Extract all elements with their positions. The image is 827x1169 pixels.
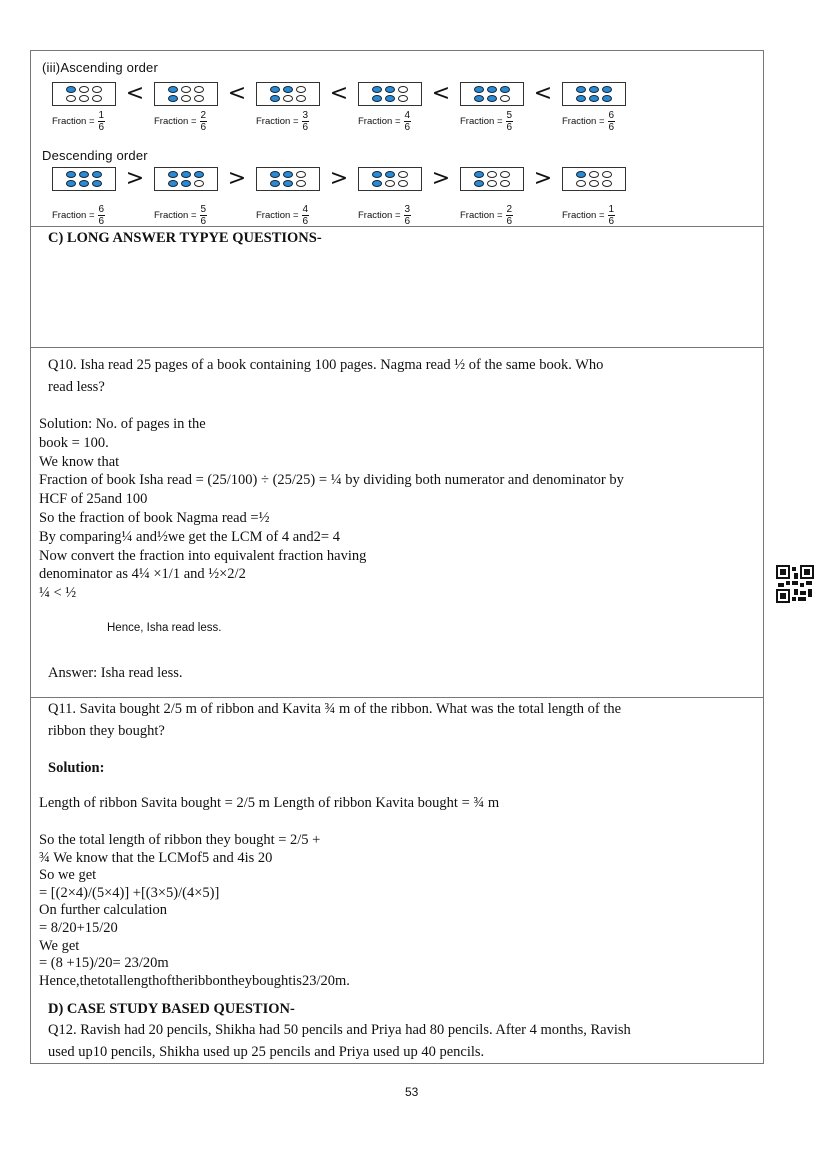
page-number: 53 bbox=[405, 1085, 419, 1099]
fraction-dot bbox=[487, 86, 497, 93]
q10-solution-line: denominator as 4¼ ×1/1 and ½×2/2 bbox=[39, 566, 246, 583]
descending-compare-symbol: > bbox=[227, 166, 247, 191]
fraction-dot bbox=[602, 171, 612, 178]
q10-question-line1: Q10. Isha read 25 pages of a book containing 100 pages. Nagma read ½ of the same book. Who bbox=[48, 357, 604, 373]
fraction-dot bbox=[474, 95, 484, 102]
fraction-dot bbox=[576, 180, 586, 187]
fraction-dot bbox=[181, 171, 191, 178]
fraction-dot bbox=[92, 180, 102, 187]
ascending-fraction-label: Fraction = $\frac{4}{6}$ bbox=[358, 110, 411, 133]
qr-code-icon bbox=[776, 565, 814, 603]
q10-solution-line: book = 100. bbox=[39, 434, 109, 451]
fraction-dot bbox=[576, 95, 586, 102]
fraction-dot bbox=[487, 180, 497, 187]
ascending-fraction-box bbox=[460, 82, 524, 106]
fraction-dot bbox=[194, 86, 204, 93]
q10-solution-line: By comparing¼ and½we get the LCM of 4 and2= 4 bbox=[39, 528, 340, 545]
q10-hence: Hence, Isha read less. bbox=[107, 622, 222, 634]
fraction-dot bbox=[602, 180, 612, 187]
fraction-dot bbox=[92, 95, 102, 102]
ascending-compare-symbol: < bbox=[431, 81, 451, 106]
fraction-dot bbox=[296, 171, 306, 178]
q12-line1: Q12. Ravish had 20 pencils, Shikha had 50 pencils and Priya had 80 pencils. After 4 months, Ravish bbox=[48, 1022, 631, 1038]
descending-fraction-box bbox=[256, 167, 320, 191]
fraction-dot bbox=[576, 171, 586, 178]
fraction-dot bbox=[589, 86, 599, 93]
fraction-dot bbox=[168, 171, 178, 178]
q10-solution-line: Solution: No. of pages in the bbox=[39, 416, 206, 432]
ascending-fraction-box bbox=[52, 82, 116, 106]
divider-2 bbox=[30, 347, 764, 348]
fraction-dot bbox=[92, 86, 102, 93]
fraction-dot bbox=[194, 171, 204, 178]
fraction-dot bbox=[66, 180, 76, 187]
descending-fraction-label: Fraction = $\frac{2}{6}$ bbox=[460, 204, 513, 227]
fraction-dot bbox=[398, 180, 408, 187]
ascending-title: (iii)Ascending order bbox=[42, 60, 158, 75]
fraction-dot bbox=[398, 171, 408, 178]
descending-fraction-label: Fraction = $\frac{6}{6}$ bbox=[52, 204, 105, 227]
fraction-dot bbox=[270, 171, 280, 178]
fraction-dot bbox=[66, 95, 76, 102]
fraction-dot bbox=[296, 86, 306, 93]
q11-solution-heading: Solution: bbox=[48, 760, 105, 776]
q10-solution bbox=[39, 415, 624, 603]
descending-fractions bbox=[52, 204, 664, 227]
descending-compare-symbol: > bbox=[431, 166, 451, 191]
fraction-dot bbox=[474, 86, 484, 93]
section-c-heading: C) LONG ANSWER TYPYE QUESTIONS- bbox=[48, 230, 322, 246]
q11-working bbox=[39, 832, 350, 990]
fraction-dot bbox=[398, 86, 408, 93]
q11-working-line: = 8/20+15/20 bbox=[39, 919, 118, 936]
fraction-dot bbox=[181, 95, 191, 102]
q10-answer: Answer: Isha read less. bbox=[48, 665, 183, 681]
ascending-fraction-box bbox=[358, 82, 422, 106]
ascending-fraction-label: Fraction = $\frac{3}{6}$ bbox=[256, 110, 309, 133]
fraction-dot bbox=[270, 95, 280, 102]
q11-working-line: We get bbox=[39, 937, 80, 954]
fraction-dot bbox=[372, 180, 382, 187]
fraction-dot bbox=[589, 180, 599, 187]
descending-fraction-box bbox=[562, 167, 626, 191]
q11-working-line: = [(2×4)/(5×4)] +[(3×5)/(4×5)] bbox=[39, 884, 220, 901]
fraction-dot bbox=[372, 95, 382, 102]
fraction-dot bbox=[576, 86, 586, 93]
fraction-dot bbox=[79, 95, 89, 102]
section-d-heading: D) CASE STUDY BASED QUESTION- bbox=[48, 1001, 295, 1017]
ascending-compare-symbol: < bbox=[125, 81, 145, 106]
fraction-dot bbox=[500, 180, 510, 187]
fraction-dot bbox=[194, 95, 204, 102]
fraction-dot bbox=[474, 180, 484, 187]
fraction-dot bbox=[602, 86, 612, 93]
descending-fraction-label: Fraction = $\frac{1}{6}$ bbox=[562, 204, 615, 227]
descending-fraction-label: Fraction = $\frac{3}{6}$ bbox=[358, 204, 411, 227]
fraction-dot bbox=[372, 86, 382, 93]
fraction-dot bbox=[283, 86, 293, 93]
ascending-fraction-box bbox=[562, 82, 626, 106]
q11-working-line: On further calculation bbox=[39, 902, 168, 919]
fraction-dot bbox=[270, 86, 280, 93]
ascending-fraction-box bbox=[256, 82, 320, 106]
descending-fraction-label: Fraction = $\frac{5}{6}$ bbox=[154, 204, 207, 227]
fraction-dot bbox=[474, 171, 484, 178]
ascending-compare-symbol: < bbox=[329, 81, 349, 106]
fraction-dot bbox=[602, 95, 612, 102]
q12-line2: used up10 pencils, Shikha used up 25 pencils and Priya used up 40 pencils. bbox=[48, 1044, 485, 1060]
fraction-dot bbox=[181, 86, 191, 93]
descending-title: Descending order bbox=[42, 148, 148, 163]
descending-boxes bbox=[52, 163, 626, 195]
q11-working-line: ¾ We know that the LCMof5 and 4is 20 bbox=[39, 849, 273, 866]
fraction-dot bbox=[79, 171, 89, 178]
fraction-dot bbox=[500, 86, 510, 93]
q10-question-line2: read less? bbox=[48, 379, 105, 395]
fraction-dot bbox=[589, 171, 599, 178]
q11-working-line: = (8 +15)/20= 23/20m bbox=[39, 955, 169, 972]
fraction-dot bbox=[589, 95, 599, 102]
q10-solution-line: Now convert the fraction into equivalent fraction having bbox=[39, 547, 367, 564]
descending-fraction-box bbox=[460, 167, 524, 191]
fraction-dot bbox=[270, 180, 280, 187]
descending-compare-symbol: > bbox=[533, 166, 553, 191]
ascending-fractions bbox=[52, 110, 664, 133]
fraction-dot bbox=[283, 180, 293, 187]
descending-fraction-box bbox=[52, 167, 116, 191]
ascending-fraction-label: Fraction = $\frac{1}{6}$ bbox=[52, 110, 105, 133]
fraction-dot bbox=[296, 95, 306, 102]
fraction-dot bbox=[385, 180, 395, 187]
q11-working-line: So the total length of ribbon they bought = 2/5 + bbox=[39, 832, 321, 848]
descending-fraction-label: Fraction = $\frac{4}{6}$ bbox=[256, 204, 309, 227]
fraction-dot bbox=[66, 171, 76, 178]
divider-3 bbox=[30, 697, 764, 698]
ascending-boxes bbox=[52, 78, 626, 110]
fraction-dot bbox=[500, 95, 510, 102]
descending-fraction-box bbox=[358, 167, 422, 191]
fraction-dot bbox=[168, 86, 178, 93]
fraction-dot bbox=[385, 171, 395, 178]
fraction-dot bbox=[168, 180, 178, 187]
fraction-dot bbox=[283, 95, 293, 102]
fraction-dot bbox=[194, 180, 204, 187]
fraction-dot bbox=[283, 171, 293, 178]
fraction-dot bbox=[66, 86, 76, 93]
fraction-dot bbox=[168, 95, 178, 102]
q11-question-line1: Q11. Savita bought 2/5 m of ribbon and Kavita ¾ m of the ribbon. What was the total length of the bbox=[48, 701, 622, 717]
fraction-dot bbox=[79, 86, 89, 93]
fraction-dot bbox=[92, 171, 102, 178]
q11-working-line: So we get bbox=[39, 867, 97, 884]
ascending-fraction-label: Fraction = $\frac{5}{6}$ bbox=[460, 110, 513, 133]
q10-solution-line: We know that bbox=[39, 453, 120, 470]
fraction-dot bbox=[181, 180, 191, 187]
descending-compare-symbol: > bbox=[329, 166, 349, 191]
ascending-fraction-label: Fraction = $\frac{2}{6}$ bbox=[154, 110, 207, 133]
q10-solution-line: HCF of 25and 100 bbox=[39, 491, 148, 508]
ascending-fraction-label: Fraction = $\frac{6}{6}$ bbox=[562, 110, 615, 133]
ascending-fraction-box bbox=[154, 82, 218, 106]
q10-solution-line: Fraction of book Isha read = (25/100) ÷ (25/25) = ¼ by dividing both numerator and denominator by bbox=[39, 472, 624, 489]
descending-fraction-box bbox=[154, 167, 218, 191]
fraction-dot bbox=[500, 171, 510, 178]
fraction-dot bbox=[372, 171, 382, 178]
fraction-dot bbox=[398, 95, 408, 102]
fraction-dot bbox=[296, 180, 306, 187]
fraction-dot bbox=[385, 86, 395, 93]
fraction-dot bbox=[487, 171, 497, 178]
fraction-dot bbox=[487, 95, 497, 102]
q11-lengths: Length of ribbon Savita bought = 2/5 m Length of ribbon Kavita bought = ¾ m bbox=[39, 795, 500, 811]
q11-working-line: Hence,thetotallengthoftheribbontheyboughtis23/20m. bbox=[39, 972, 350, 989]
ascending-compare-symbol: < bbox=[533, 81, 553, 106]
q10-solution-line: So the fraction of book Nagma read =½ bbox=[39, 509, 270, 526]
ascending-compare-symbol: < bbox=[227, 81, 247, 106]
fraction-dot bbox=[385, 95, 395, 102]
fraction-dot bbox=[79, 180, 89, 187]
descending-compare-symbol: > bbox=[125, 166, 145, 191]
q11-question-line2: ribbon they bought? bbox=[48, 723, 165, 739]
q10-solution-line: ¼ < ½ bbox=[39, 585, 77, 602]
